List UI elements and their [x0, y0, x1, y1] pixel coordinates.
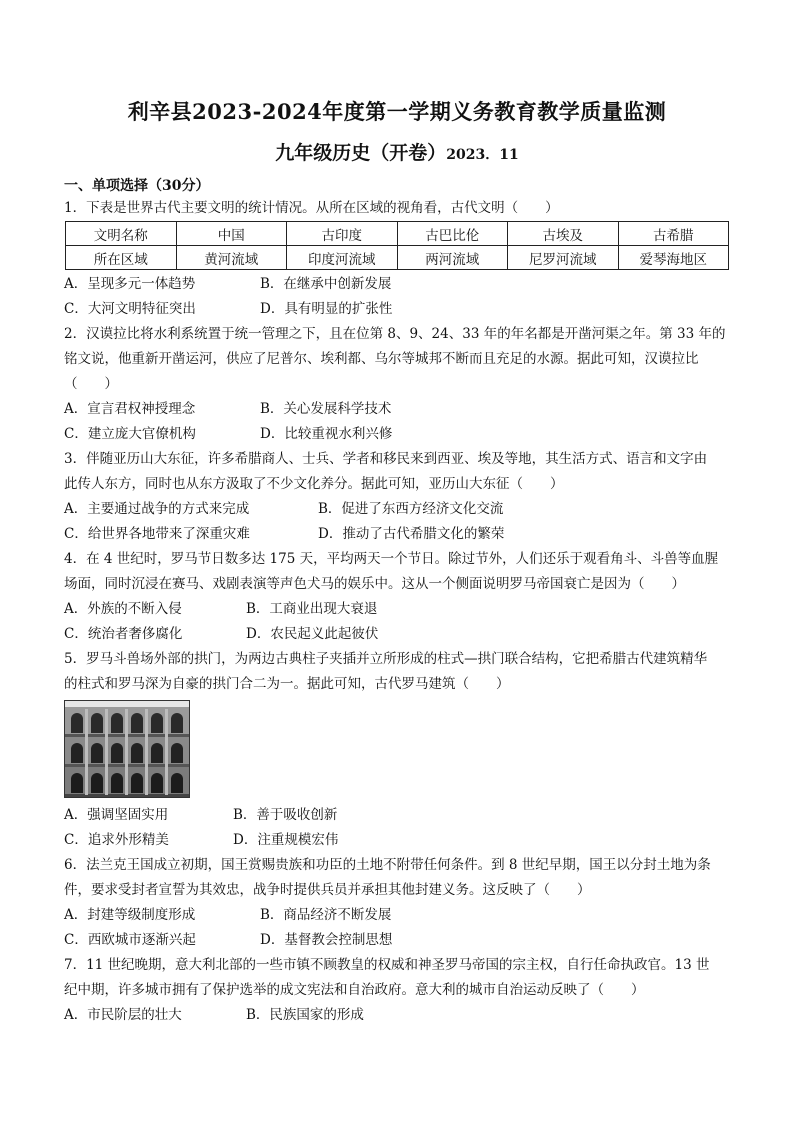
subject-label: 九年级历史（开卷）: [275, 142, 447, 164]
q1-option-c: C．大河文明特征突出: [64, 301, 196, 317]
q1-option-a: A．呈现多元一体趋势: [64, 276, 196, 292]
q2-option-b: B．关心发展科学技术: [260, 401, 392, 417]
q4-option-a: A．外族的不断入侵: [64, 601, 182, 617]
table-cell: 黄河流域: [176, 246, 287, 270]
q2-option-c: C．建立庞大官僚机构: [64, 426, 196, 442]
q5-option-d: D．注重规模宏伟: [233, 832, 339, 848]
colosseum-illustration: [65, 701, 189, 797]
q6-option-a: A．封建等级制度形成: [64, 907, 196, 923]
q2-stem-line2: 铭文说，他重新开凿运河，供应了尼普尔、埃利都、乌尔等城邦不断而且充足的水源。据此可知，汉谟拉比: [64, 351, 699, 367]
table-cell: 古印度: [287, 222, 398, 246]
q1-option-b: B．在继承中创新发展: [260, 276, 392, 292]
q5-option-c: C．追求外形精美: [64, 832, 169, 848]
q2-stem-line1: 2．汉谟拉比将水利系统置于统一管理之下，且在位第 8、9、24、33 年的年名都是开凿河渠之年。第 33 年的: [64, 326, 726, 342]
q2-option-d: D．比较重视水利兴修: [260, 426, 393, 442]
exam-date: 2023．11: [446, 147, 519, 163]
q7-stem-line2: 纪中期，许多城市拥有了保护选举的成文宪法和自治政府。意大利的城市自治运动反映了（ ）: [64, 982, 645, 998]
table-row: [66, 246, 729, 270]
q7-stem-line1: 7．11 世纪晚期，意大利北部的一些市镇不顾教皇的权威和神圣罗马帝国的宗主权，自行任命执政官。13 世: [64, 957, 710, 973]
q4-option-d: D．农民起义此起彼伏: [246, 626, 379, 642]
table-cell: 爱琴海地区: [618, 246, 729, 270]
table-cell: 文明名称: [66, 222, 177, 246]
q4-option-c: C．统治者奢侈腐化: [64, 626, 183, 642]
q3-option-c: C．给世界各地带来了深重灾难: [64, 526, 250, 542]
table-cell: 所在区域: [66, 246, 177, 270]
table-cell: 古巴比伦: [397, 222, 508, 246]
table-header-row: [66, 222, 729, 246]
civilization-table: [65, 221, 729, 270]
q4-option-b: B．工商业出现大衰退: [246, 601, 378, 617]
q1-stem: 1．下表是世界古代主要文明的统计情况。从所在区域的视角看，古代文明（ ）: [64, 200, 559, 216]
q4-stem-line1: 4．在 4 世纪时，罗马节日数多达 175 天，平均两天一个节日。除过节外，人们还乐于观看角斗、斗兽等血腥: [64, 551, 719, 567]
q6-stem-line1: 6．法兰克王国成立初期，国王赏赐贵族和功臣的土地不附带任何条件。到 8 世纪早期，国王以分封土地为条: [64, 857, 711, 873]
q4-stem-line2: 场面，同时沉浸在赛马、戏剧表演等声色犬马的娱乐中。这从一个侧面说明罗马帝国衰亡是因为（ ）: [64, 576, 685, 592]
table-cell: 古希腊: [618, 222, 729, 246]
q1-option-d: D．具有明显的扩张性: [260, 301, 393, 317]
exam-subtitle: [0, 138, 794, 165]
table-cell: 两河流域: [397, 246, 508, 270]
q3-stem-line1: 3．伴随亚历山大东征，许多希腊商人、士兵、学者和移民来到西亚、埃及等地，其生活方式、语言和文字由: [64, 451, 708, 467]
q3-option-b: B．促进了东西方经济文化交流: [318, 501, 504, 517]
table-cell: 中国: [176, 222, 287, 246]
q3-stem-line2: 此传人东方，同时也从东方汲取了不少文化养分。据此可知，亚历山大东征（ ）: [64, 476, 564, 492]
q6-option-d: D．基督教会控制思想: [260, 932, 393, 948]
q2-stem-line3: （ ）: [64, 376, 118, 392]
q6-option-b: B．商品经济不断发展: [260, 907, 392, 923]
table-cell: 尼罗河流域: [508, 246, 619, 270]
q6-option-c: C．西欧城市逐渐兴起: [64, 932, 196, 948]
table-cell: 印度河流域: [287, 246, 398, 270]
q3-option-a: A．主要通过战争的方式来完成: [64, 501, 250, 517]
q5-option-b: B．善于吸收创新: [233, 807, 338, 823]
section-heading: 一、单项选择（30分）: [64, 178, 210, 194]
exam-title: 利辛县2023-2024年度第一学期义务教育教学质量监测: [127, 99, 667, 124]
q5-stem-line2: 的柱式和罗马深为自豪的拱门合二为一。据此可知，古代罗马建筑（ ）: [64, 676, 510, 692]
q6-stem-line2: 件，要求受封者宣誓为其效忠，战争时提供兵员并承担其他封建义务。这反映了（ ）: [64, 882, 591, 898]
q5-stem-line1: 5．罗马斗兽场外部的拱门，为两边古典柱子夹插并立所形成的柱式—拱门联合结构，它把希腊古代建筑精华: [64, 651, 708, 667]
q3-option-d: D．推动了古代希腊文化的繁荣: [318, 526, 505, 542]
q7-option-a: A．市民阶层的壮大: [64, 1007, 182, 1023]
table-cell: 古埃及: [508, 222, 619, 246]
colosseum-photo: [64, 700, 190, 798]
q7-option-b: B．民族国家的形成: [246, 1007, 364, 1023]
q5-option-a: A．强调坚固实用: [64, 807, 169, 823]
q2-option-a: A．宣言君权神授理念: [64, 401, 196, 417]
